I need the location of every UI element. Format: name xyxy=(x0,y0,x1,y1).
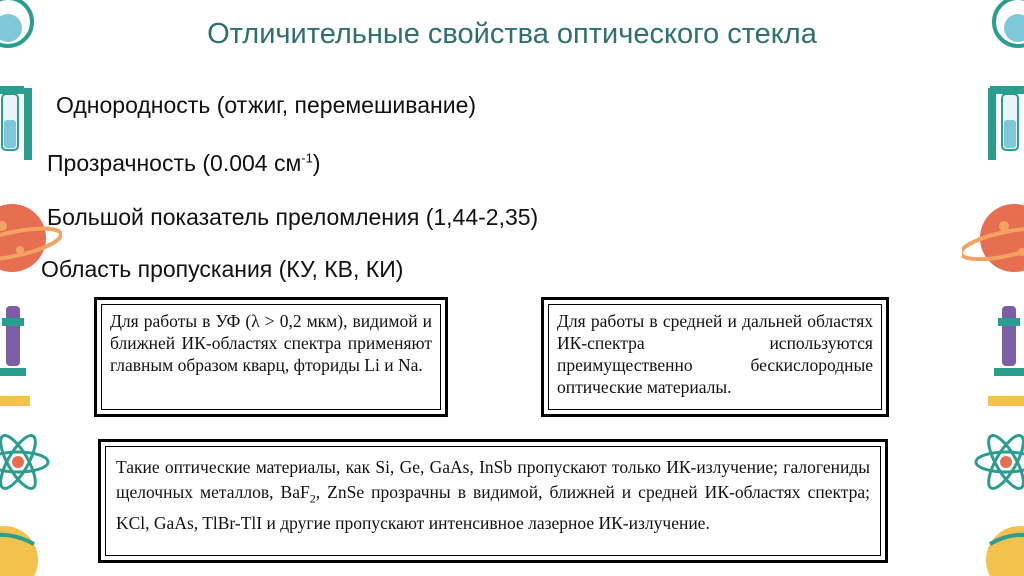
test-tube-icon xyxy=(0,86,32,160)
left-decoration xyxy=(0,0,62,576)
beaker-icon xyxy=(0,526,38,576)
bullet-transparency xyxy=(47,150,321,177)
beaker-icon xyxy=(986,526,1024,576)
bullet-transmission: Область пропускания (КУ, КВ, КИ) xyxy=(41,256,404,282)
transparency-text: Прозрачность (0.004 см xyxy=(47,150,302,176)
ir-materials-box xyxy=(541,297,889,417)
optical-materials-text xyxy=(105,446,881,556)
flask-icon xyxy=(0,0,32,46)
microscope-icon xyxy=(988,306,1024,406)
uv-materials-text: Для работы в УФ (λ > 0,2 мкм), видимой и ближней ИК-областях спектра применяют главным образом кварц, фториды Li и Na. xyxy=(101,304,441,410)
materials-text-part2: , ZnSe прозрачны в видимой, ближней и средней ИК-областях спектра; KCl, GaAs, TlBr-TlI и другие пропускают интенсивное лазерное ИК-излучение. xyxy=(116,481,870,533)
planet-icon xyxy=(962,204,1024,272)
microscope-icon xyxy=(0,306,30,406)
materials-subscript: 2 xyxy=(309,491,316,505)
bullet-refraction: Большой показатель преломления (1,44-2,35) xyxy=(47,204,539,230)
materials-text-part1: Такие оптические материалы, как Si, Ge, GaAs, InSb пропускают только ИК-излучение; галогениды щелочных металлов, BaF xyxy=(116,457,870,502)
ir-materials-text: Для работы в средней и дальней областях ИК-спектра используются преимущественно бескислородные оптические материалы. xyxy=(548,304,882,410)
slide-title: Отличительные свойства оптического стекла xyxy=(207,18,817,50)
bullet-homogeneity: Однородность (отжиг, перемешивание) xyxy=(56,92,477,118)
right-decoration xyxy=(962,0,1024,576)
uv-materials-box xyxy=(94,297,448,417)
transparency-close: ) xyxy=(312,150,321,176)
optical-materials-box xyxy=(98,439,888,563)
atom-icon xyxy=(0,431,48,493)
flask-icon xyxy=(994,0,1024,46)
test-tube-icon xyxy=(988,86,1024,160)
transparency-exponent: -1 xyxy=(301,150,313,166)
atom-icon xyxy=(976,431,1024,493)
planet-icon xyxy=(0,204,62,272)
